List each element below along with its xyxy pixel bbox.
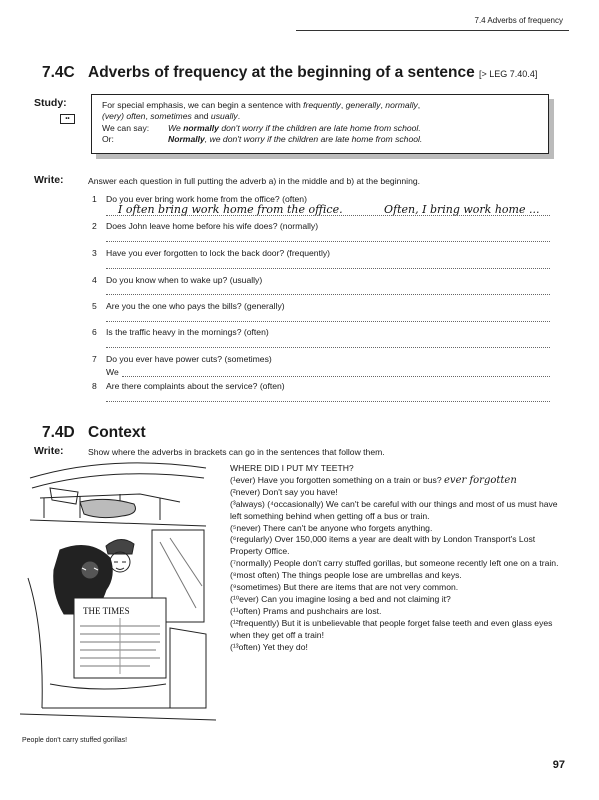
study-text-1: For special emphasis, we can begin a sentence with frequently, generally, normally, bbox=[102, 100, 421, 110]
passage-line-11: (¹²frequently) But it is unbelievable that people forget false teeth and even glass eyes when they get off a train! bbox=[230, 617, 553, 640]
passage-line-3: (³always) (⁴occasionally) We can't be careful with our things and most of us must have left something behind when getting off a bus or train. bbox=[230, 498, 558, 521]
section-7-4d-title bbox=[42, 424, 146, 442]
section-number: 7.4C bbox=[42, 64, 75, 81]
newspaper-masthead: THE TIMES bbox=[83, 606, 130, 616]
or-row: Or: Normally, we don't worry if the children are late home from school. bbox=[102, 134, 423, 145]
header-rule bbox=[296, 30, 569, 31]
passage-line-6: (⁷normally) People don't carry stuffed gorillas, but someone recently left one on a train. bbox=[230, 558, 559, 569]
study-box bbox=[91, 94, 549, 154]
passage-line-2: (²never) Don't say you have! bbox=[230, 486, 338, 497]
answer-line-4[interactable] bbox=[106, 294, 550, 295]
handwritten-answer-1a: I often bring work home from the office. bbox=[118, 203, 343, 216]
write-label: Write: bbox=[34, 174, 64, 186]
question-1: 1 Do you ever bring work home from the office? (often) bbox=[92, 194, 307, 204]
context-passage bbox=[230, 463, 570, 654]
section-title-text: Adverbs of frequency at the beginning of a sentence bbox=[88, 64, 475, 81]
question-7: 7 Do you ever have power cuts? (sometimes) bbox=[92, 354, 272, 364]
handwritten-answer-1b: Often, I bring work home ... bbox=[384, 203, 540, 216]
question-4: 4 Do you know when to wake up? (usually) bbox=[92, 275, 263, 285]
section-7-4c-title bbox=[42, 64, 537, 82]
study-label: Study: bbox=[34, 97, 67, 109]
question-5: 5 Are you the one who pays the bills? (generally) bbox=[92, 301, 285, 311]
section-title-text: Context bbox=[88, 424, 146, 441]
question-2: 2 Does John leave home before his wife does? (normally) bbox=[92, 221, 319, 231]
q7-prefix: We bbox=[106, 367, 119, 377]
question-6: 6 Is the traffic heavy in the mornings? (often) bbox=[92, 327, 269, 337]
we-can-say-row: We can say: We normally don't worry if the children are late home from school. bbox=[102, 122, 421, 133]
answer-line-6[interactable] bbox=[106, 347, 550, 348]
answer-line-5[interactable] bbox=[106, 321, 550, 322]
answer-line-2[interactable] bbox=[106, 241, 550, 242]
passage-line-10: (¹¹often) Prams and pushchairs are lost. bbox=[230, 605, 382, 616]
page-number: 97 bbox=[552, 759, 565, 771]
we-can-say-label: We can say: bbox=[102, 122, 150, 133]
or-label: Or: bbox=[102, 134, 114, 145]
question-3: 3 Have you ever forgotten to lock the back door? (frequently) bbox=[92, 248, 331, 258]
answer-line-3[interactable] bbox=[106, 268, 550, 269]
running-header: 7.4 Adverbs of frequency bbox=[474, 16, 563, 25]
gorilla-on-train-illustration bbox=[20, 458, 216, 728]
passage-heading: WHERE DID I PUT MY TEETH? bbox=[230, 463, 354, 473]
write-label-d: Write: bbox=[34, 445, 64, 457]
passage-line-5: (⁶regularly) Over 150,000 items a year are dealt with by London Transport's Lost Property Office. bbox=[230, 534, 536, 557]
passage-line-9: (¹⁰ever) Can you imagine losing a bed and not claiming it? bbox=[230, 593, 451, 604]
section-number: 7.4D bbox=[42, 424, 75, 441]
study-text-2: (very) often, sometimes and usually. bbox=[102, 111, 241, 122]
passage-line-8: (⁹sometimes) But there are items that are not very common. bbox=[230, 582, 459, 593]
question-8: 8 Are there complaints about the service? (often) bbox=[92, 381, 285, 391]
answer-line-8[interactable] bbox=[106, 401, 550, 402]
instruction-d: Show where the adverbs in brackets can go in the sentences that follow them. bbox=[88, 447, 385, 457]
passage-line-1: (¹ever) Have you forgotten something on a train or bus? ever forgotten bbox=[230, 474, 517, 486]
handwritten-context-answer: ever forgotten bbox=[444, 474, 517, 486]
instruction: Answer each question in full putting the adverb a) in the middle and b) at the beginning. bbox=[88, 176, 421, 186]
reference-link: [> LEG 7.40.4] bbox=[479, 69, 538, 79]
answer-line-7[interactable] bbox=[122, 376, 550, 377]
passage-line-7: (⁸most often) The things people lose are umbrellas and keys. bbox=[230, 570, 462, 581]
passage-line-4: (⁵never) There can't be anyone who forgets anything. bbox=[230, 522, 433, 533]
cassette-icon: •• bbox=[60, 114, 75, 124]
answer-line-1[interactable] bbox=[106, 215, 550, 216]
passage-line-12: (¹³often) Yet they do! bbox=[230, 641, 308, 652]
illustration-caption: People don't carry stuffed gorillas! bbox=[22, 737, 128, 744]
